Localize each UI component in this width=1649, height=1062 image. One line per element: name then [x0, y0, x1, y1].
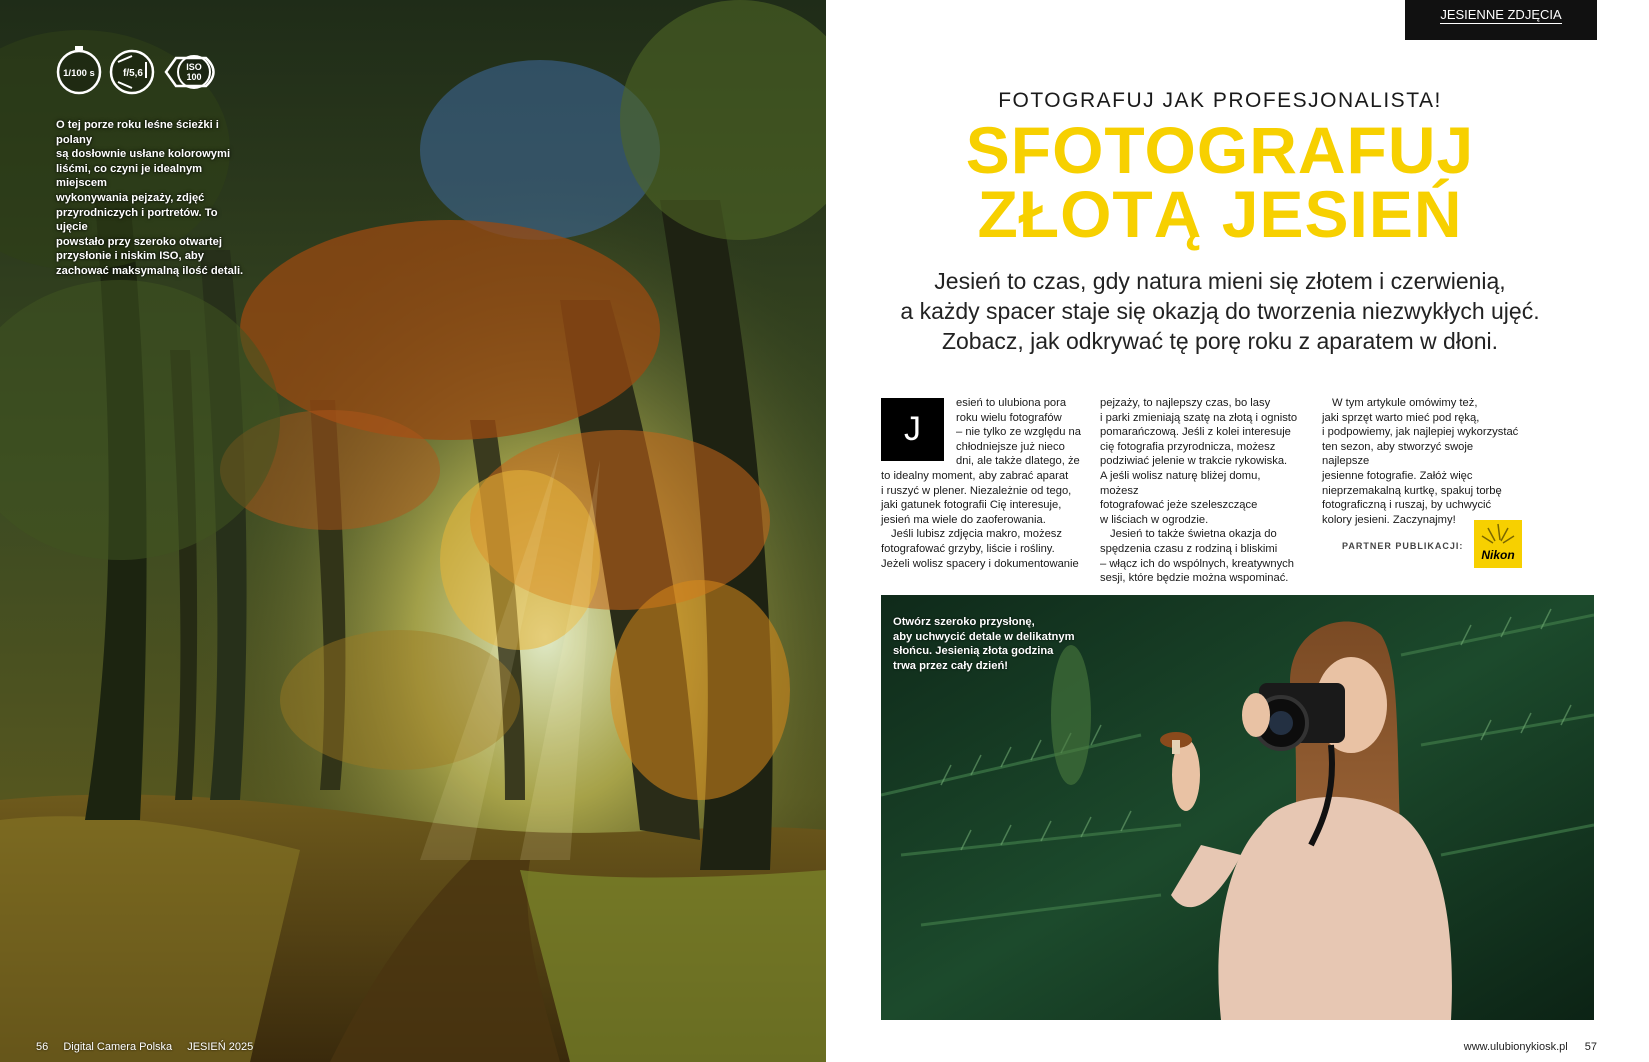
page-number: 57: [1584, 1041, 1597, 1053]
issue-label: JESIEŃ 2025: [187, 1041, 254, 1053]
shutter-speed-label: 1/100 s: [63, 68, 95, 79]
body-line: jesienne fotografie. Załóż więc: [1322, 469, 1473, 482]
aperture-label: f/5,6: [122, 68, 144, 79]
body-line: Jesień to także świetna okazja do: [1110, 528, 1277, 541]
drop-cap: J: [881, 398, 944, 461]
body-line: chłodniejsze już nieco: [956, 440, 1065, 453]
iso-icon: [166, 56, 214, 88]
body-column-1: [881, 396, 1081, 571]
body-column-3: [1322, 396, 1522, 527]
caption-line: przysłonie i niskim ISO, aby: [56, 250, 204, 263]
body-line: w liściach w ogrodzie.: [1100, 513, 1209, 526]
body-line: fotografować grzyby, liście i rośliny.: [881, 542, 1055, 555]
caption-line: Otwórz szeroko przysłonę,: [893, 616, 1035, 628]
body-line: fotografować jeże szeleszczące: [1100, 499, 1258, 512]
body-line: – nie tylko ze względu na: [956, 426, 1082, 439]
body-column-2: [1100, 396, 1300, 586]
body-line: Jeśli lubisz zdjęcia makro, możesz: [891, 528, 1062, 541]
body-line: kolory jesieni. Zaczynajmy!: [1322, 513, 1456, 526]
body-line: podziwiać jelenie w trakcie rykowiska.: [1100, 455, 1288, 468]
body-line: – włącz ich do wspólnych, kreatywnych: [1100, 557, 1295, 570]
page-footer-right: [1450, 1041, 1597, 1053]
iso-label: ISO: [186, 62, 202, 72]
caption-line: aby uchwycić detale w delikatnym: [893, 630, 1075, 643]
body-line: Jeżeli wolisz spacery i dokumentowanie: [881, 557, 1079, 570]
page-gutter: [826, 0, 829, 1062]
caption-line: trwa przez cały dzień!: [893, 659, 1009, 672]
section-tag: [1405, 0, 1597, 40]
body-line: i podpowiemy, jak najlepiej wykorzystać: [1322, 426, 1519, 439]
body-line: cię fotografia przyrodnicza, możesz: [1100, 440, 1276, 453]
shutter-speed-icon: [58, 46, 100, 93]
caption-line: słońcu. Jesienią złota godzina: [893, 645, 1054, 658]
page-number: 56: [36, 1041, 49, 1053]
body-line: jesień ma wiele do zaoferowania.: [881, 513, 1046, 526]
body-line: pejzaży, to najlepszy czas, bo lasy: [1100, 397, 1271, 409]
caption-line: zachować maksymalną ilość detali.: [56, 264, 244, 277]
section-tag-label: JESIENNE ZDJĘCIA: [1440, 7, 1562, 22]
body-line: nieprzemakalną kurtkę, spakuj torbę: [1322, 484, 1502, 497]
caption-line: O tej porze roku leśne ścieżki i polany: [56, 119, 219, 146]
body-line: esień to ulubiona pora: [956, 397, 1067, 409]
exposure-settings: [56, 44, 236, 100]
body-line: to idealny moment, aby zabrać aparat: [881, 469, 1069, 482]
article-kicker: FOTOGRAFUJ JAK PROFESJONALISTA!: [998, 89, 1442, 112]
body-line: dni, ale także dlatego, że: [956, 455, 1080, 468]
lead-line: a każdy spacer staje się okazją do tworzenia niezwykłych ujęć.: [900, 298, 1540, 324]
body-line: ten sezon, aby stworzyć swoje najlepsze: [1322, 440, 1474, 468]
caption-line: przyrodniczych i portretów. To ujęcie: [56, 206, 218, 234]
body-line: A jeśli wolisz naturę bliżej domu, możesz: [1100, 469, 1261, 497]
partner-label: PARTNER PUBLIKACJI:: [1342, 541, 1464, 551]
website-link[interactable]: www.ulubionykiosk.pl: [1463, 1041, 1568, 1053]
body-line: i parki zmieniają szatę na złotą i ognisto: [1100, 411, 1298, 424]
body-line: pomarańczową. Jeśli z kolei interesuje: [1100, 426, 1291, 439]
caption-line: liśćmi, co czyni je idealnym miejscem: [56, 162, 203, 190]
page-footer-left: [36, 1041, 265, 1053]
aperture-icon: [111, 51, 153, 93]
lead-line: Zobacz, jak odkrywać tę porę roku z aparatem w dłoni.: [941, 328, 1499, 354]
nikon-logo: [1474, 520, 1522, 568]
magazine-name: Digital Camera Polska: [63, 1041, 173, 1053]
body-line: i ruszyć w plener. Niezależnie od tego,: [881, 484, 1072, 497]
body-line: jaki sprzęt warto mieć pod ręką,: [1322, 411, 1480, 424]
caption-line: są dosłownie usłane kolorowymi: [56, 148, 231, 161]
caption-line: wykonywania pejzaży, zdjęć: [56, 191, 205, 204]
body-line: jaki gatunek fotografii Cię interesuje,: [881, 499, 1062, 512]
iso-value: 100: [186, 72, 202, 82]
lead-line: Jesień to czas, gdy natura mieni się złotem i czerwienią,: [934, 268, 1506, 294]
nikon-logo-text: Nikon: [1481, 548, 1515, 562]
article-headline: [880, 113, 1560, 251]
photo-caption: [56, 118, 246, 279]
headline-line: ZŁOTĄ JESIEŃ: [977, 177, 1463, 251]
headline-line: SFOTOGRAFUJ: [965, 113, 1475, 187]
body-line: W tym artykule omówimy też,: [1332, 397, 1478, 409]
caption-line: powstało przy szeroko otwartej: [56, 235, 222, 248]
body-line: roku wielu fotografów: [956, 411, 1062, 424]
body-line: fotograficzną i ruszaj, by uchwycić: [1322, 499, 1492, 512]
photo-caption-2: [893, 615, 1083, 673]
body-line: sesji, które będzie można wspominać.: [1100, 572, 1289, 585]
body-line: spędzenia czasu z rodziną i bliskimi: [1100, 542, 1278, 555]
article-lead: [880, 266, 1560, 356]
